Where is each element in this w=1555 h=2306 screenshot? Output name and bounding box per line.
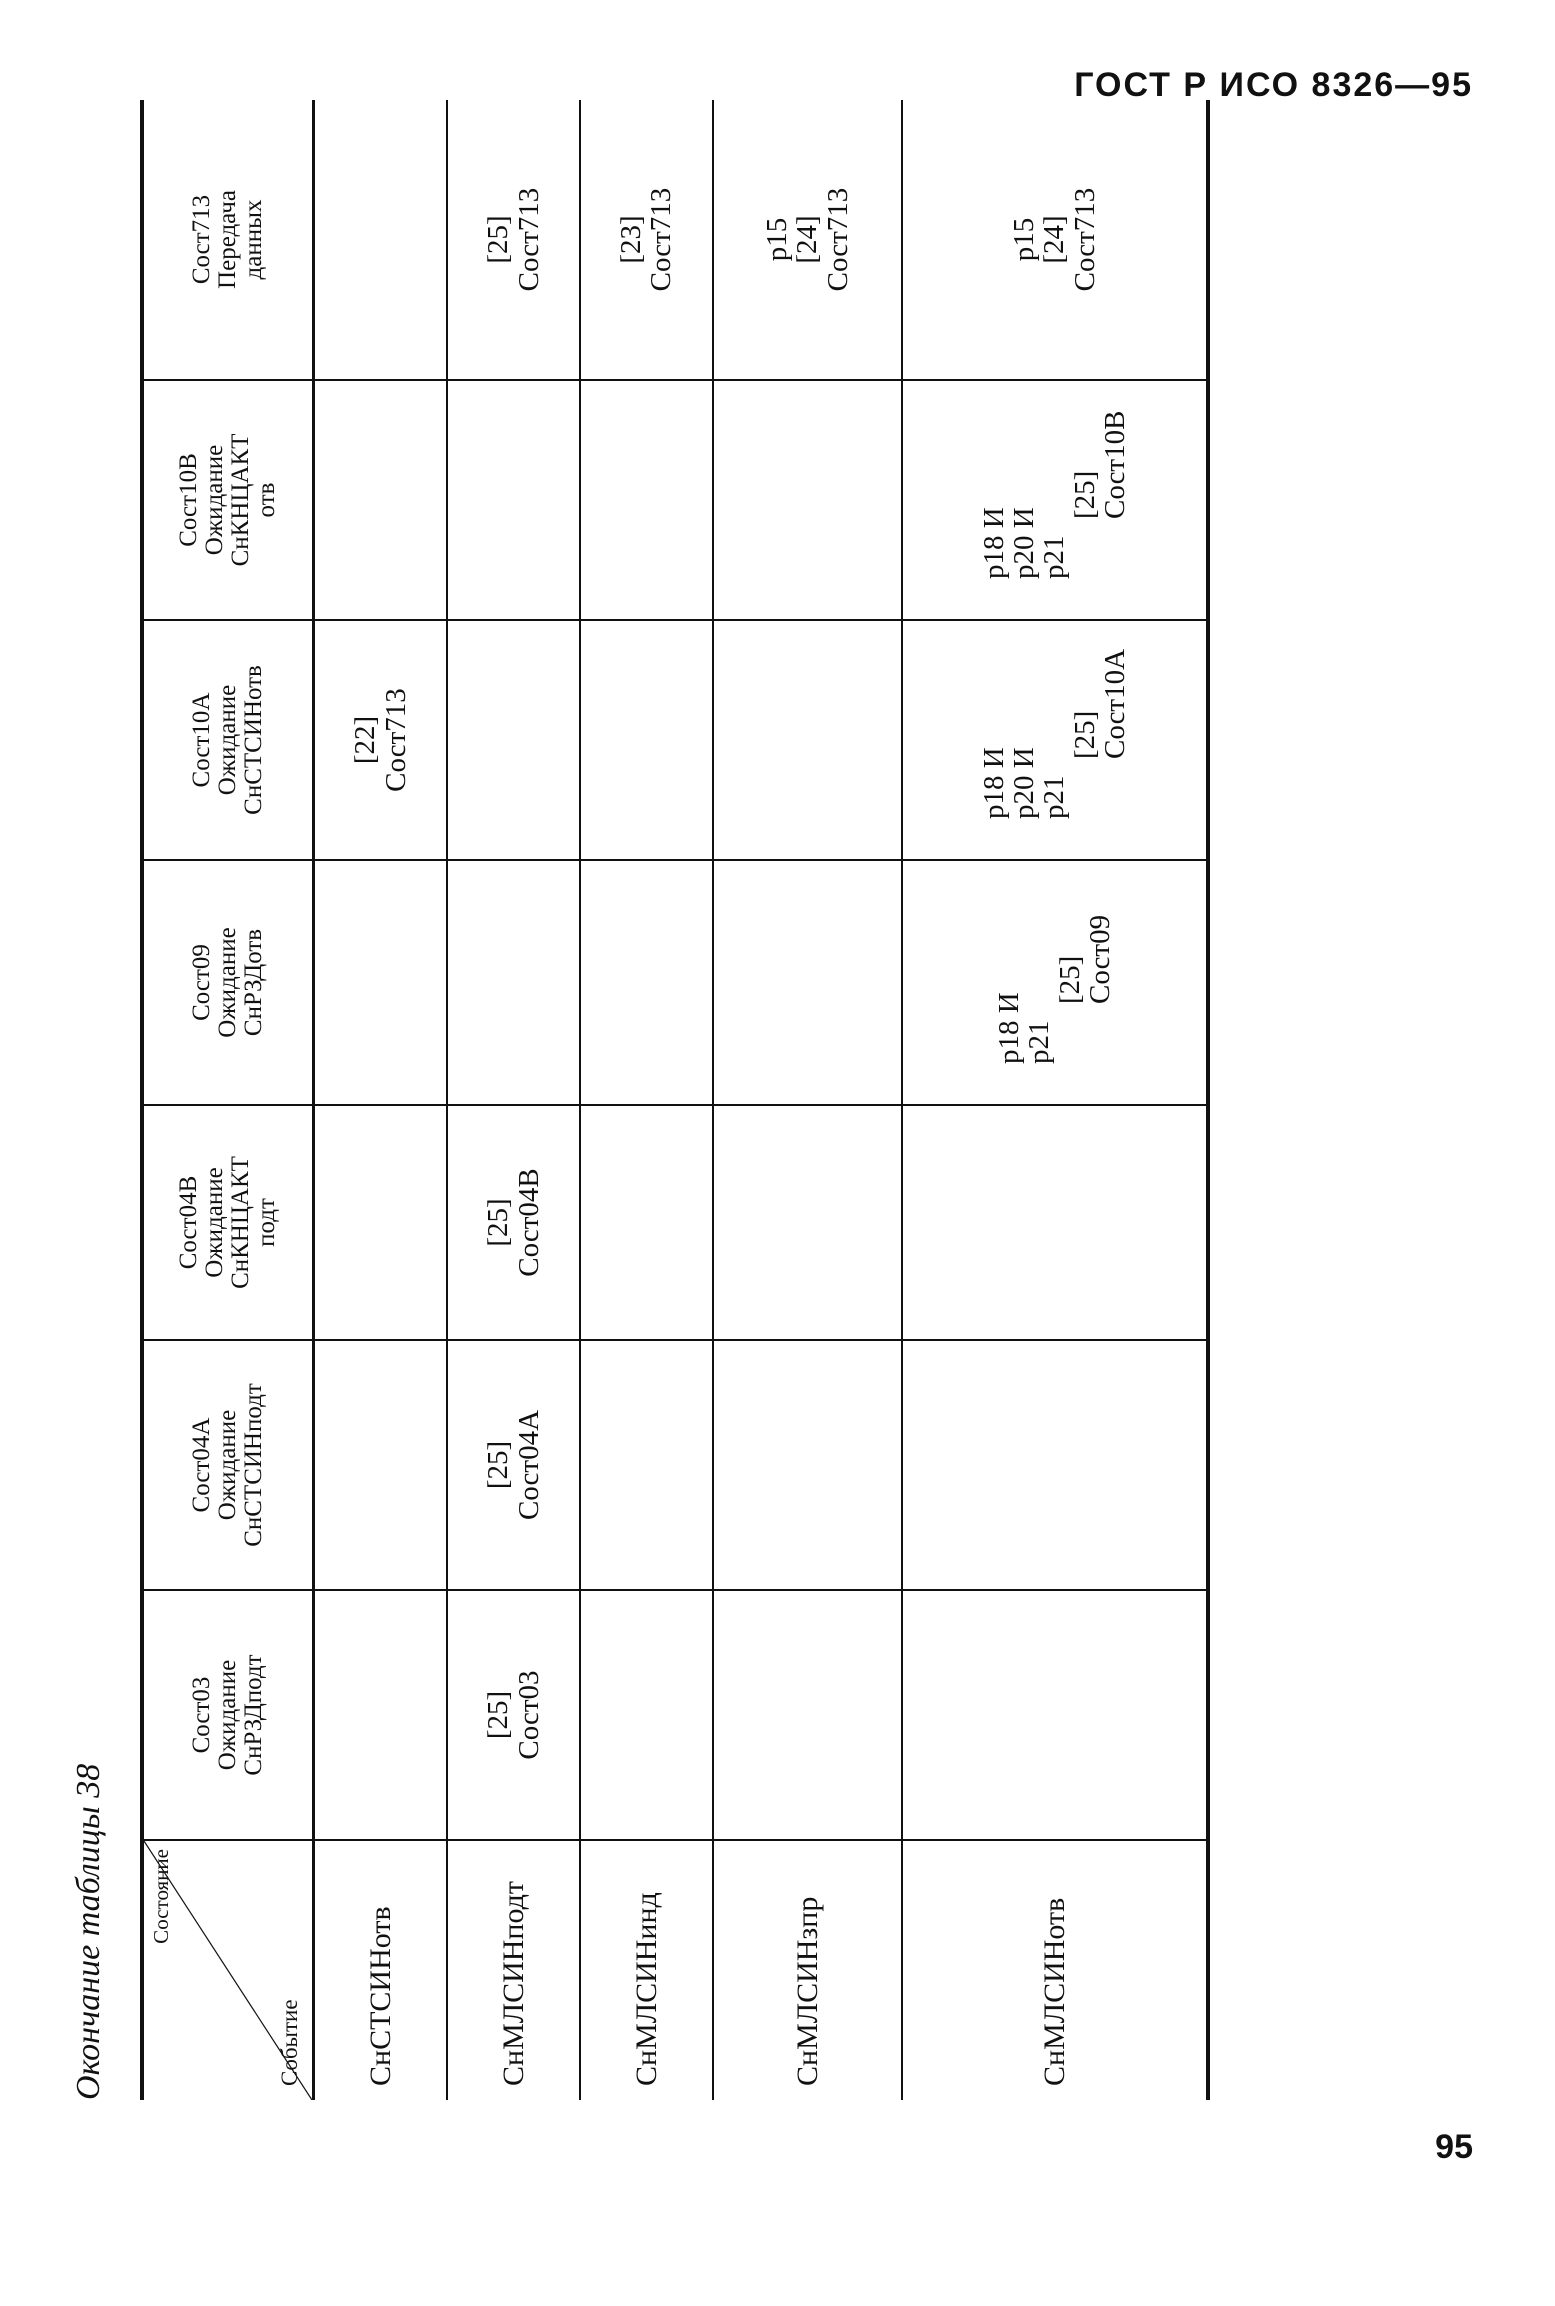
table-cell bbox=[314, 860, 448, 1105]
table-cell: [25] Сост04А bbox=[447, 1340, 580, 1590]
corner-event-label: Событие bbox=[276, 1999, 302, 2086]
table-cell bbox=[580, 860, 713, 1105]
table-cell: p18 И p21 [25] Сост09 bbox=[902, 860, 1208, 1105]
table-cell bbox=[314, 380, 448, 620]
table-cell bbox=[580, 1590, 713, 1840]
table-cell: [25] Сост03 bbox=[447, 1590, 580, 1840]
page-number: 95 bbox=[1435, 2128, 1473, 2166]
table-cell bbox=[580, 1105, 713, 1340]
table-caption: Окончание таблицы 38 bbox=[70, 1763, 107, 2100]
event-cell: СнМЛСИНзпр bbox=[713, 1840, 903, 2100]
corner-header-cell bbox=[142, 1840, 314, 2100]
table-cell bbox=[447, 860, 580, 1105]
table-row bbox=[713, 100, 903, 2100]
table-cell bbox=[713, 380, 903, 620]
table-row bbox=[580, 100, 713, 2100]
table-cell: p15 [24] Сост713 bbox=[902, 100, 1208, 380]
column-header: Сост03 Ожидание СнРЗДподт bbox=[142, 1590, 314, 1840]
table-cell: p18 И p20 И p21 [25] Сост10В bbox=[902, 380, 1208, 620]
column-header: Сост713 Передача данных bbox=[142, 100, 314, 380]
table-row bbox=[902, 100, 1208, 2100]
table-cell bbox=[713, 860, 903, 1105]
event-cell: СнМЛСИНинд bbox=[580, 1840, 713, 2100]
table-cell bbox=[713, 620, 903, 860]
table-cell bbox=[713, 1105, 903, 1340]
table-header-row bbox=[142, 100, 314, 2100]
column-header: Сост04В Ожидание СнКНЦАКТ подт bbox=[142, 1105, 314, 1340]
table-cell: p15 [24] Сост713 bbox=[713, 100, 903, 380]
table-cell bbox=[580, 620, 713, 860]
table-cell: [23] Сост713 bbox=[580, 100, 713, 380]
table-cell bbox=[447, 620, 580, 860]
table-cell bbox=[902, 1590, 1208, 1840]
table-cell bbox=[902, 1105, 1208, 1340]
event-cell: СнМЛСИНподт bbox=[447, 1840, 580, 2100]
event-cell: СнМЛСИНотв bbox=[902, 1840, 1208, 2100]
table-cell bbox=[713, 1590, 903, 1840]
table-cell bbox=[447, 380, 580, 620]
table-cell bbox=[902, 1340, 1208, 1590]
table-row bbox=[314, 100, 448, 2100]
table-cell bbox=[314, 1590, 448, 1840]
table-cell bbox=[580, 1340, 713, 1590]
table-row bbox=[447, 100, 580, 2100]
corner-state-label: Состояние bbox=[149, 1849, 173, 1944]
column-header: Сост04А Ожидание СнСТСИНподт bbox=[142, 1340, 314, 1590]
table-cell: [25] Сост713 bbox=[447, 100, 580, 380]
column-header: Сост10А Ожидание СнСТСИНотв bbox=[142, 620, 314, 860]
rotated-table-container bbox=[70, 100, 1210, 2100]
table-cell bbox=[314, 100, 448, 380]
document-header: ГОСТ Р ИСО 8326—95 bbox=[1074, 66, 1473, 104]
table-cell bbox=[713, 1340, 903, 1590]
table-cell bbox=[314, 1105, 448, 1340]
state-transition-table bbox=[140, 100, 1210, 2100]
column-header: Сост09 Ожидание СнРЗДотв bbox=[142, 860, 314, 1105]
table-cell: p18 И p20 И p21 [25] Сост10А bbox=[902, 620, 1208, 860]
event-cell: СнСТСИНотв bbox=[314, 1840, 448, 2100]
table-cell bbox=[580, 380, 713, 620]
table-cell: [22] Сост713 bbox=[314, 620, 448, 860]
table-cell: [25] Сост04В bbox=[447, 1105, 580, 1340]
table-cell bbox=[314, 1340, 448, 1590]
column-header: Сост10В Ожидание СнКНЦАКТ отв bbox=[142, 380, 314, 620]
